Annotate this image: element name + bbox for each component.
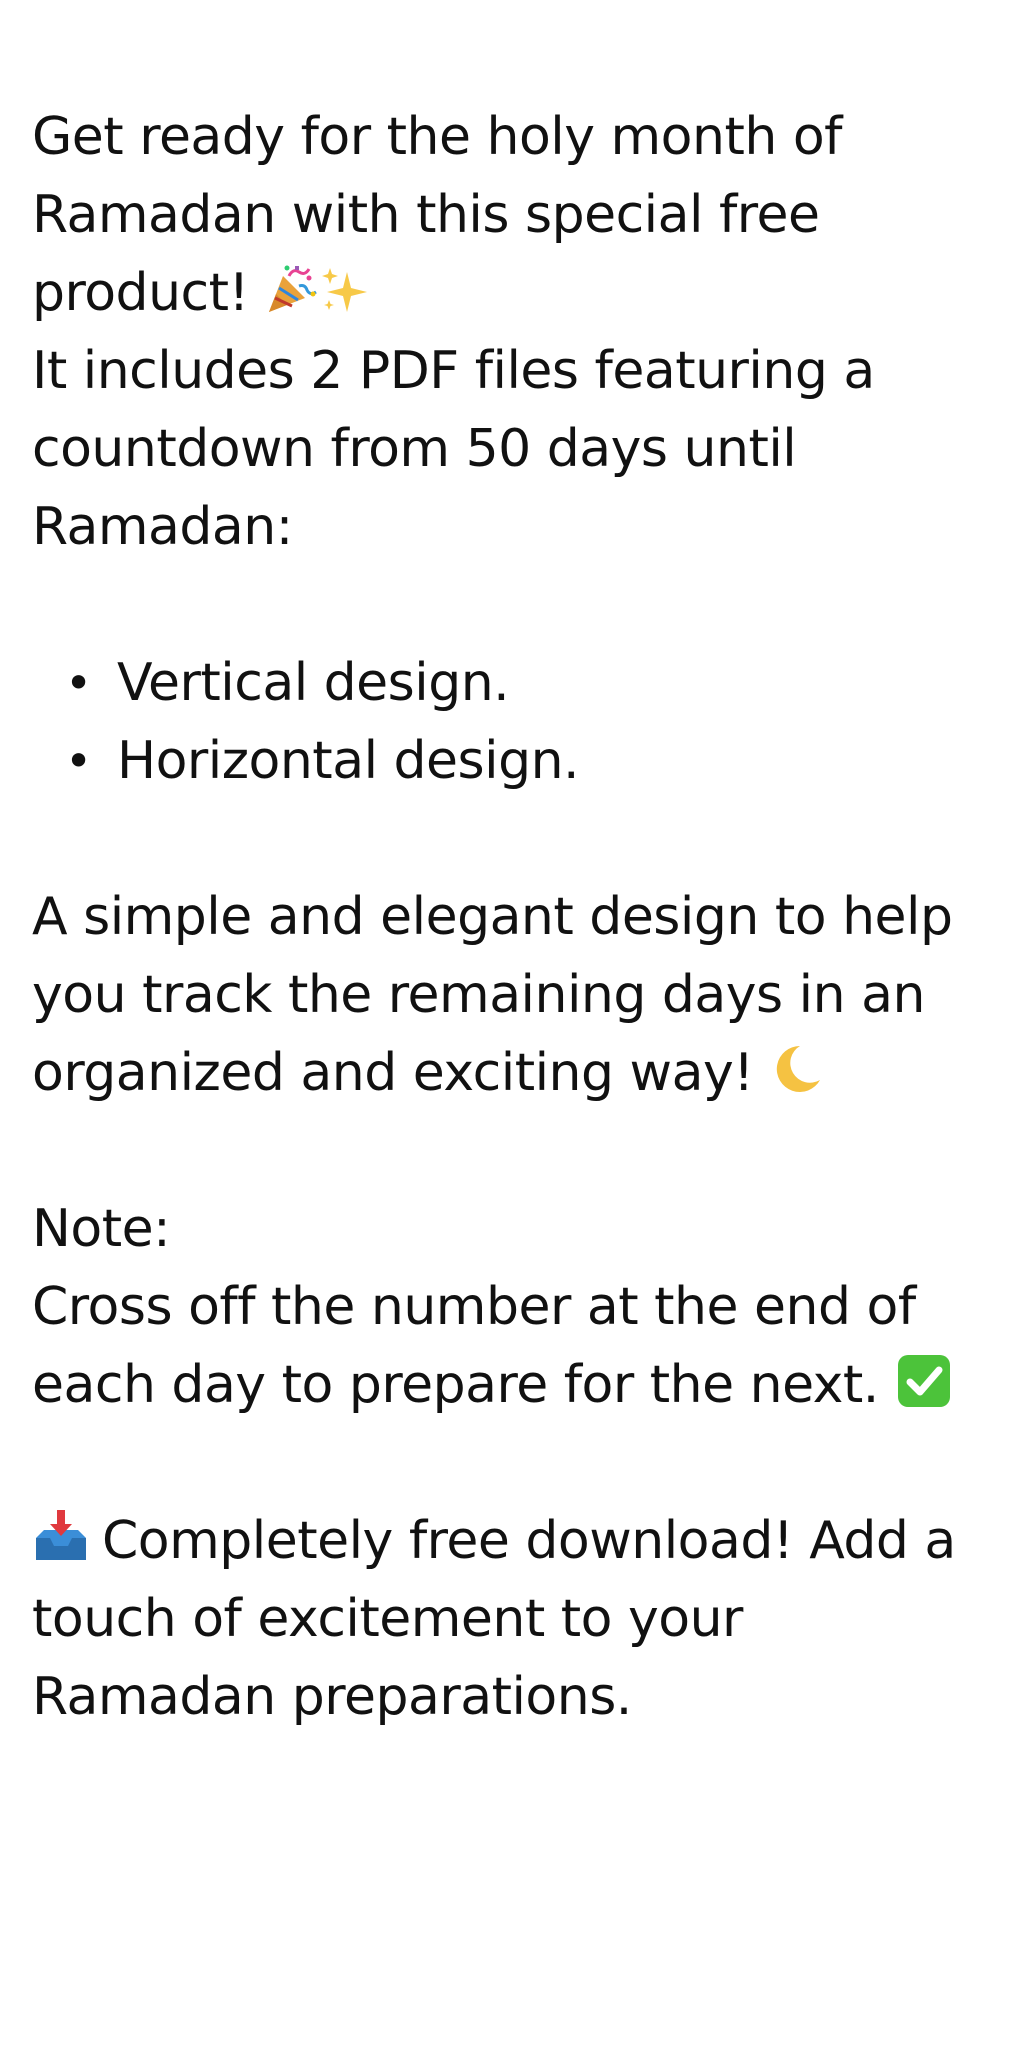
download-line-2: touch of excitement to your [32,1589,743,1649]
includes-line-2: countdown from 50 days until [32,419,797,479]
party-popper-icon [265,260,319,314]
design-list [32,644,1012,800]
desc-line-3: organized and exciting way! [32,1043,754,1103]
list-item-label: Vertical design. [117,653,510,713]
intro-line-3: product! [32,263,249,323]
spacer [32,1424,1012,1502]
includes-line-3: Ramadan: [32,497,293,557]
check-mark-button-icon [895,1352,953,1410]
includes-paragraph [32,332,1012,566]
spacer [32,800,1012,878]
note-line-2: each day to prepare for the next. [32,1355,879,1415]
description-paragraph [32,878,1012,1112]
intro-paragraph [32,98,1012,332]
note-line-1: Cross off the number at the end of [32,1277,916,1337]
download-line-1: Completely free download! Add a [102,1511,956,1571]
intro-line-1: Get ready for the holy month of [32,107,842,167]
list-item [32,722,1012,800]
sparkles-icon [319,260,371,312]
spacer [32,566,1012,644]
list-item-label: Horizontal design. [117,731,580,791]
note-label: Note: [32,1199,171,1259]
inbox-tray-icon [32,1508,90,1566]
intro-line-2: Ramadan with this special free [32,185,820,245]
download-line-3: Ramadan preparations. [32,1667,632,1727]
download-paragraph [32,1502,1012,1736]
spacer [32,1112,1012,1190]
desc-line-2: you track the remaining days in an [32,965,925,1025]
post-body [32,98,1012,1736]
bullet-icon: • [65,656,92,710]
includes-line-1: It includes 2 PDF files featuring a [32,341,875,401]
bullet-icon: • [65,734,92,788]
note-paragraph [32,1190,1012,1424]
desc-line-1: A simple and elegant design to help [32,887,953,947]
crescent-moon-icon [770,1040,824,1094]
list-item [32,644,1012,722]
